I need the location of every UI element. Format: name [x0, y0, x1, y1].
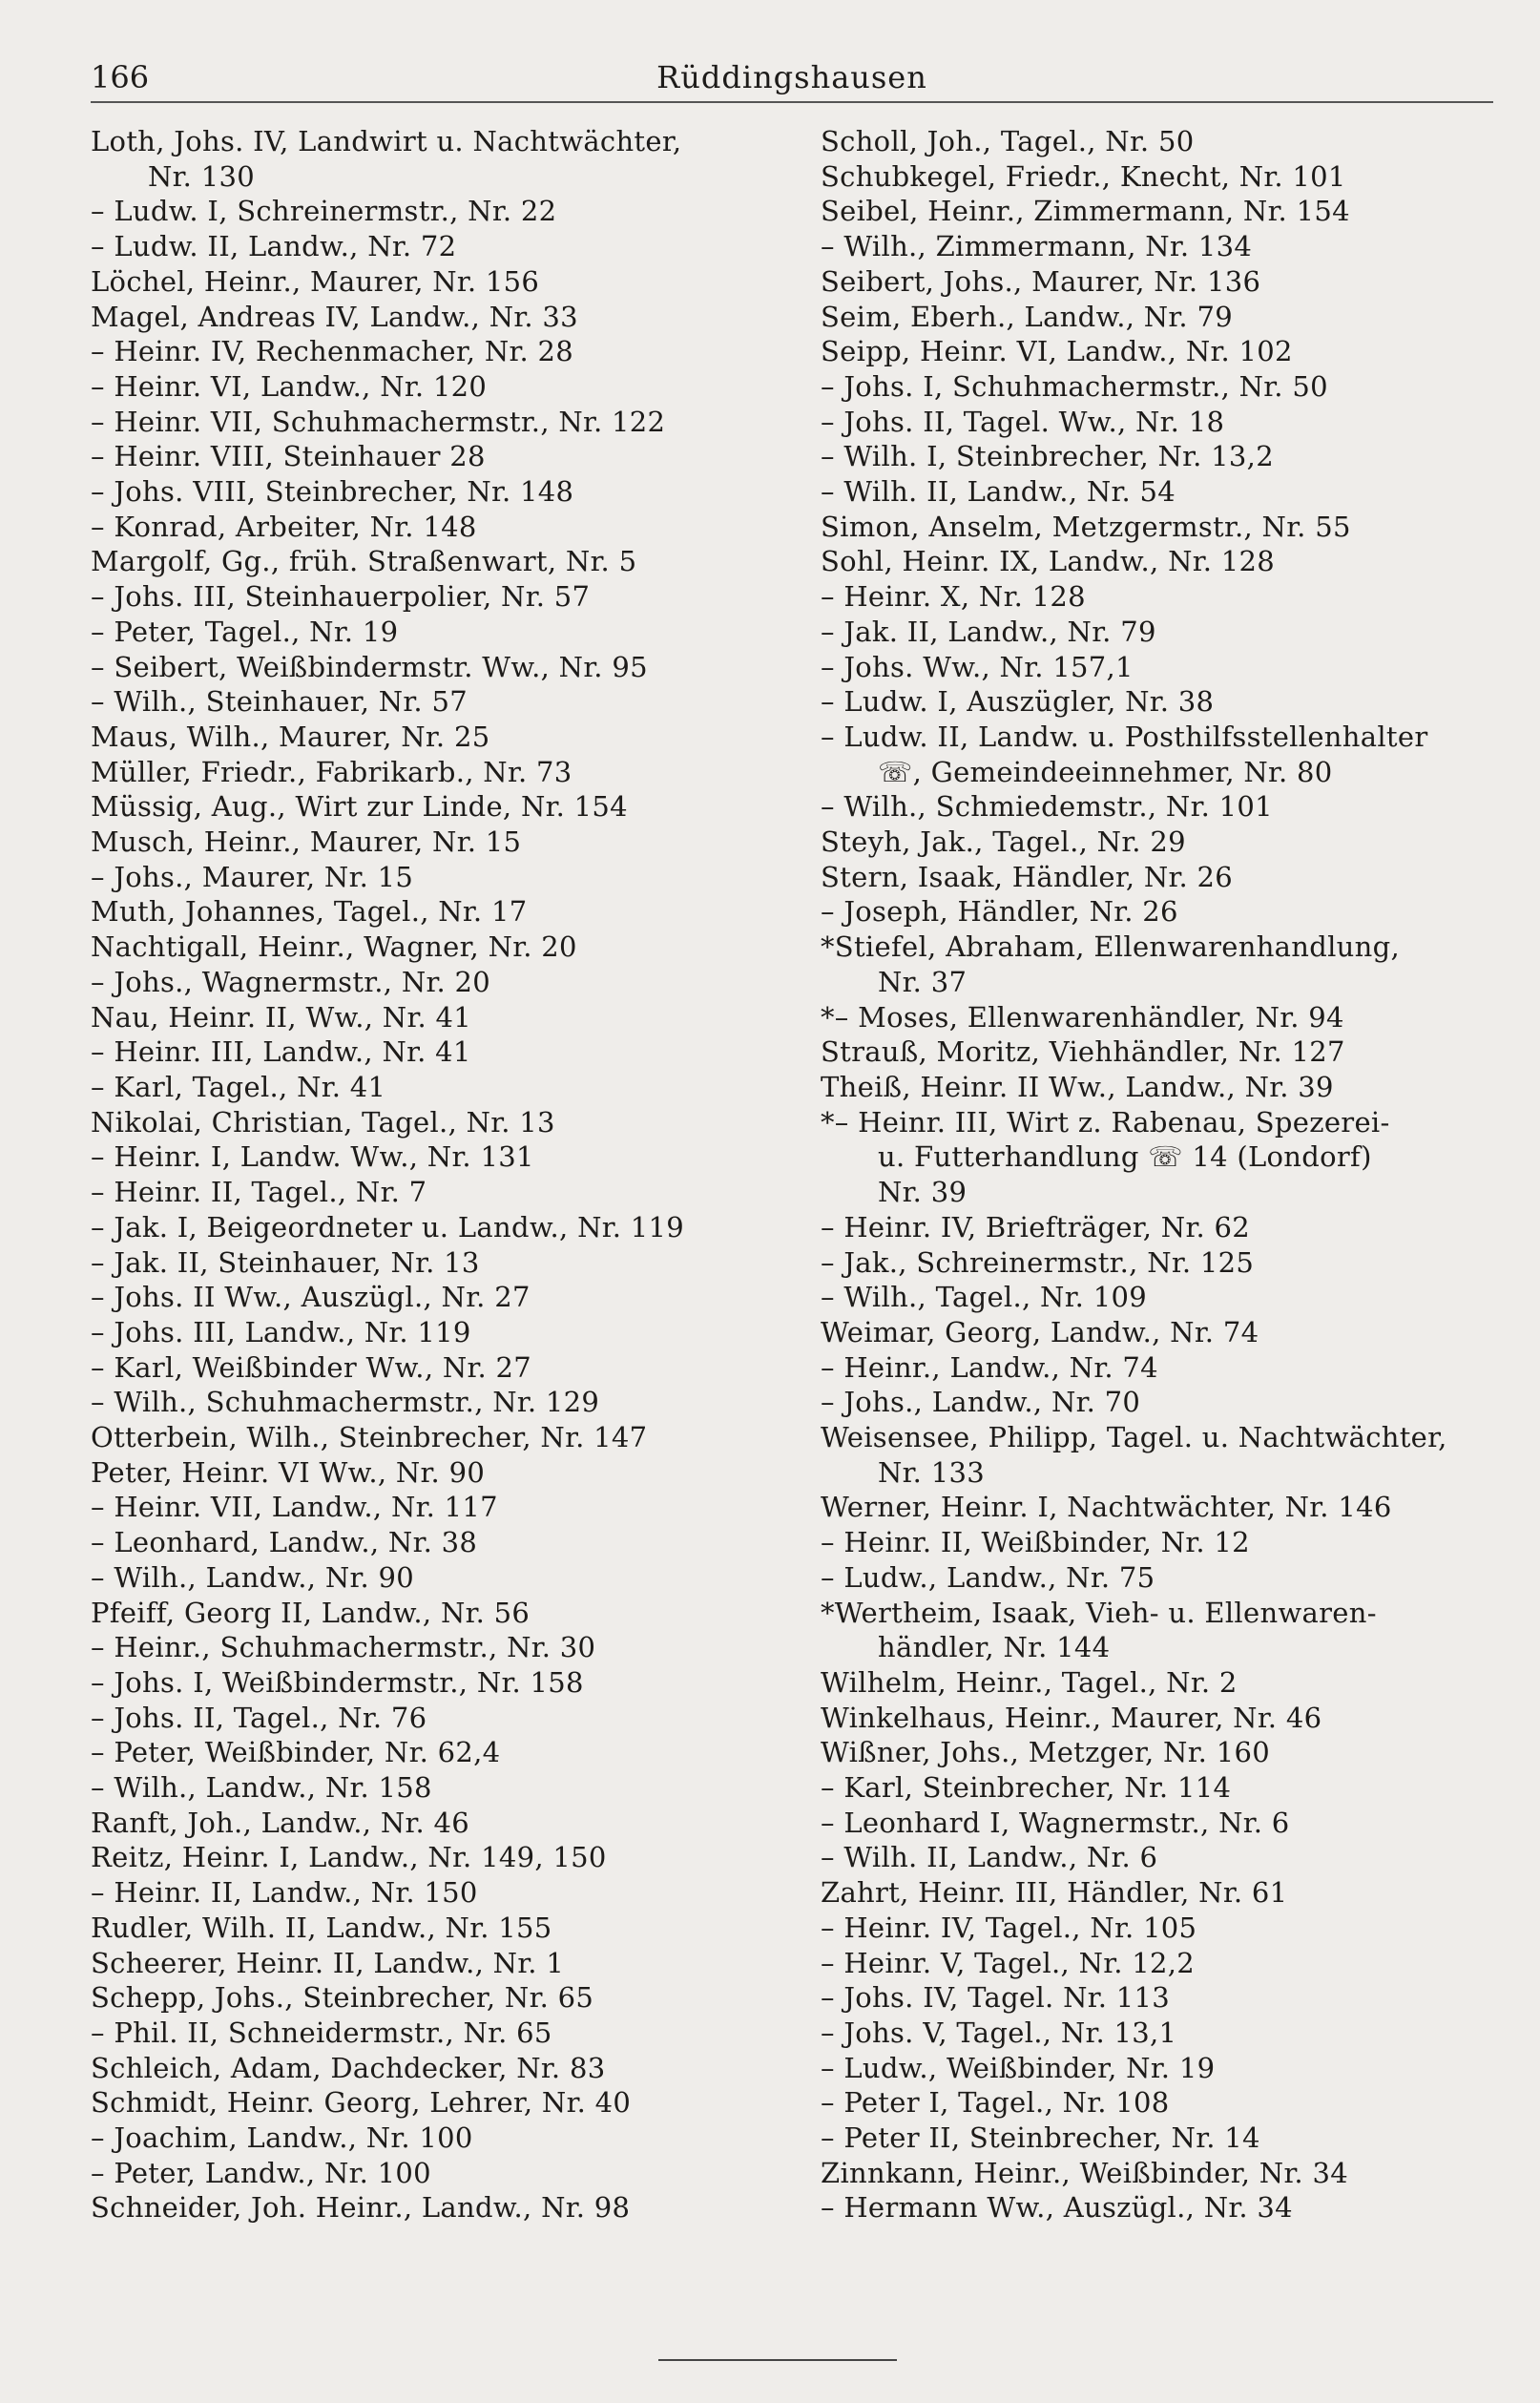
- directory-entry: – Heinr., Landw., Nr. 74: [821, 1350, 1158, 1384]
- directory-entry: Zahrt, Heinr. III, Händler, Nr. 61: [821, 1876, 1288, 1910]
- directory-entry: Margolf, Gg., früh. Straßenwart, Nr. 5: [91, 545, 637, 578]
- directory-entry: – Johs. II Ww., Auszügl., Nr. 27: [91, 1281, 531, 1314]
- directory-entry: – Johs., Maurer, Nr. 15: [91, 860, 414, 893]
- directory-entry: – Heinr. I, Landw. Ww., Nr. 131: [91, 1140, 534, 1174]
- directory-entry: Weimar, Georg, Landw., Nr. 74: [821, 1315, 1259, 1348]
- directory-entry: – Jak. II, Steinhauer, Nr. 13: [91, 1245, 480, 1279]
- directory-entry: Schneider, Joh. Heinr., Landw., Nr. 98: [91, 2191, 631, 2225]
- directory-entry: – Wilh., Landw., Nr. 158: [91, 1771, 432, 1805]
- directory-entry: Musch, Heinr., Maurer, Nr. 15: [91, 825, 522, 859]
- directory-entry: Wilhelm, Heinr., Tagel., Nr. 2: [821, 1665, 1238, 1699]
- directory-entry: – Phil. II, Schneidermstr., Nr. 65: [91, 2016, 552, 2049]
- directory-entry: *Wertheim, Isaak, Vieh- u. Ellenwaren-: [821, 1596, 1377, 1629]
- directory-entry: Schleich, Adam, Dachdecker, Nr. 83: [91, 2051, 606, 2084]
- directory-entry: – Karl, Weißbinder Ww., Nr. 27: [91, 1350, 532, 1384]
- directory-entry: – Heinr. II, Tagel., Nr. 7: [91, 1176, 427, 1209]
- directory-entry: Scheerer, Heinr. II, Landw., Nr. 1: [91, 1946, 565, 1979]
- running-title: Rüddingshausen: [656, 59, 927, 95]
- directory-entry: Loth, Johs. IV, Landwirt u. Nachtwächter,: [91, 125, 682, 157]
- directory-entry-continuation: u. Futterhandlung ☏ 14 (Londorf): [878, 1140, 1372, 1174]
- directory-entry: – Johs. II, Tagel. Ww., Nr. 18: [821, 405, 1225, 438]
- directory-entry: – Jak., Schreinermstr., Nr. 125: [821, 1245, 1255, 1279]
- directory-entry: – Peter, Weißbinder, Nr. 62,4: [91, 1736, 501, 1769]
- directory-entry-continuation: Nr. 133: [878, 1455, 985, 1489]
- directory-entry: – Ludw., Landw., Nr. 75: [821, 1560, 1155, 1594]
- right-column: [821, 124, 1503, 2225]
- directory-entry: – Johs. I, Schuhmachermstr., Nr. 50: [821, 369, 1328, 403]
- directory-entry: Seim, Eberh., Landw., Nr. 79: [821, 300, 1233, 333]
- directory-entry: – Karl, Tagel., Nr. 41: [91, 1070, 386, 1103]
- directory-entry: – Johs. V, Tagel., Nr. 13,1: [821, 2016, 1177, 2049]
- directory-entry: Muth, Johannes, Tagel., Nr. 17: [91, 895, 528, 929]
- directory-entry: – Wilh., Steinhauer, Nr. 57: [91, 685, 468, 719]
- page-header: [91, 59, 1493, 99]
- directory-entry: *– Moses, Ellenwarenhändler, Nr. 94: [821, 1000, 1344, 1034]
- header-divider: [91, 101, 1493, 103]
- directory-entry: Stern, Isaak, Händler, Nr. 26: [821, 860, 1234, 893]
- directory-entry: Wißner, Johs., Metzger, Nr. 160: [821, 1736, 1270, 1769]
- directory-entry: – Wilh. II, Landw., Nr. 6: [821, 1841, 1158, 1874]
- directory-entry: – Heinr. II, Landw., Nr. 150: [91, 1876, 478, 1910]
- directory-entry: – Heinr. X, Nr. 128: [821, 580, 1086, 614]
- directory-entry: Otterbein, Wilh., Steinbrecher, Nr. 147: [91, 1421, 648, 1454]
- directory-entry: – Heinr. V, Tagel., Nr. 12,2: [821, 1946, 1196, 1979]
- directory-entry: – Ludw., Weißbinder, Nr. 19: [821, 2051, 1216, 2084]
- directory-entry: Winkelhaus, Heinr., Maurer, Nr. 46: [821, 1701, 1322, 1734]
- directory-entry: – Johs., Wagnermstr., Nr. 20: [91, 965, 491, 998]
- directory-entry: Weisensee, Philipp, Tagel. u. Nachtwächter,: [821, 1421, 1447, 1454]
- directory-entry: Nikolai, Christian, Tagel., Nr. 13: [91, 1105, 555, 1139]
- directory-entry: Pfeiff, Georg II, Landw., Nr. 56: [91, 1596, 531, 1629]
- directory-entry: Scholl, Joh., Tagel., Nr. 50: [821, 125, 1195, 157]
- directory-entry: – Heinr. II, Weißbinder, Nr. 12: [821, 1526, 1250, 1559]
- directory-entry: – Ludw. I, Auszügler, Nr. 38: [821, 685, 1215, 719]
- directory-entry: Peter, Heinr. VI Ww., Nr. 90: [91, 1455, 486, 1489]
- directory-entry: – Peter, Landw., Nr. 100: [91, 2156, 431, 2189]
- directory-entry: – Joachim, Landw., Nr. 100: [91, 2121, 473, 2155]
- directory-entry: – Heinr. III, Landw., Nr. 41: [91, 1035, 471, 1069]
- directory-entry: – Johs. III, Steinhauerpolier, Nr. 57: [91, 580, 591, 614]
- directory-entry: Rudler, Wilh. II, Landw., Nr. 155: [91, 1911, 552, 1944]
- directory-entry: – Ludw. II, Landw., Nr. 72: [91, 230, 457, 263]
- directory-entry: – Wilh., Tagel., Nr. 109: [821, 1281, 1147, 1314]
- directory-entry-continuation: händler, Nr. 144: [878, 1631, 1111, 1664]
- directory-entry: – Heinr. IV, Rechenmacher, Nr. 28: [91, 335, 574, 368]
- directory-entry: Löchel, Heinr., Maurer, Nr. 156: [91, 264, 540, 298]
- directory-entry: Zinnkann, Heinr., Weißbinder, Nr. 34: [821, 2156, 1348, 2189]
- directory-entry: Nau, Heinr. II, Ww., Nr. 41: [91, 1000, 471, 1034]
- directory-entry: – Wilh. II, Landw., Nr. 54: [821, 475, 1176, 509]
- directory-entry: – Heinr. VII, Schuhmachermstr., Nr. 122: [91, 405, 666, 438]
- directory-entry: Steyh, Jak., Tagel., Nr. 29: [821, 825, 1186, 859]
- directory-entry: – Johs., Landw., Nr. 70: [821, 1386, 1141, 1419]
- directory-entry: – Jak. II, Landw., Nr. 79: [821, 615, 1156, 648]
- page-number: 166: [91, 59, 150, 95]
- directory-entry: – Konrad, Arbeiter, Nr. 148: [91, 510, 477, 543]
- directory-entry: – Johs. VIII, Steinbrecher, Nr. 148: [91, 475, 574, 509]
- left-column: [91, 124, 773, 2225]
- directory-entry: Nachtigall, Heinr., Wagner, Nr. 20: [91, 930, 577, 964]
- directory-entry: – Wilh., Landw., Nr. 90: [91, 1560, 415, 1594]
- directory-entry: Müller, Friedr., Fabrikarb., Nr. 73: [91, 755, 572, 788]
- directory-entry: – Johs. IV, Tagel. Nr. 113: [821, 1981, 1171, 2015]
- directory-entry-continuation: Nr. 130: [148, 159, 255, 193]
- directory-entry: – Hermann Ww., Auszügl., Nr. 34: [821, 2191, 1293, 2225]
- directory-entry: Seibert, Johs., Maurer, Nr. 136: [821, 264, 1261, 298]
- directory-entry: Magel, Andreas IV, Landw., Nr. 33: [91, 300, 578, 333]
- directory-entry: Reitz, Heinr. I, Landw., Nr. 149, 150: [91, 1841, 607, 1874]
- directory-entry: Schubkegel, Friedr., Knecht, Nr. 101: [821, 159, 1346, 193]
- directory-entry: – Leonhard I, Wagnermstr., Nr. 6: [821, 1806, 1290, 1839]
- directory-entry: – Wilh., Zimmermann, Nr. 134: [821, 230, 1253, 263]
- directory-entry: – Ludw. I, Schreinermstr., Nr. 22: [91, 195, 557, 228]
- directory-entry: Strauß, Moritz, Viehhändler, Nr. 127: [821, 1035, 1345, 1069]
- directory-entry: Werner, Heinr. I, Nachtwächter, Nr. 146: [821, 1491, 1392, 1524]
- directory-entry: – Heinr. VIII, Steinhauer 28: [91, 440, 486, 473]
- directory-entry: – Jak. I, Beigeordneter u. Landw., Nr. 119: [91, 1210, 685, 1243]
- directory-entry: – Heinr. VI, Landw., Nr. 120: [91, 369, 488, 403]
- directory-entry: – Peter II, Steinbrecher, Nr. 14: [821, 2121, 1260, 2155]
- directory-entry: – Peter, Tagel., Nr. 19: [91, 615, 399, 648]
- directory-entry: – Johs. I, Weißbindermstr., Nr. 158: [91, 1665, 584, 1699]
- directory-entry: Müssig, Aug., Wirt zur Linde, Nr. 154: [91, 790, 628, 824]
- directory-entry: – Johs. II, Tagel., Nr. 76: [91, 1701, 427, 1734]
- directory-entry: Seipp, Heinr. VI, Landw., Nr. 102: [821, 335, 1293, 368]
- directory-entry: Maus, Wilh., Maurer, Nr. 25: [91, 720, 490, 753]
- directory-entry: – Heinr. VII, Landw., Nr. 117: [91, 1491, 498, 1524]
- directory-entry: – Joseph, Händler, Nr. 26: [821, 895, 1178, 929]
- directory-entry: – Karl, Steinbrecher, Nr. 114: [821, 1771, 1232, 1805]
- directory-entry: – Johs. III, Landw., Nr. 119: [91, 1315, 471, 1348]
- directory-entry: – Wilh., Schmiedemstr., Nr. 101: [821, 790, 1273, 824]
- footer-divider: [658, 2359, 897, 2361]
- directory-entry: *– Heinr. III, Wirt z. Rabenau, Spezerei-: [821, 1105, 1390, 1139]
- directory-entry: – Heinr. IV, Briefträger, Nr. 62: [821, 1210, 1250, 1243]
- directory-entry: Simon, Anselm, Metzgermstr., Nr. 55: [821, 510, 1351, 543]
- directory-entry: – Ludw. II, Landw. u. Posthilfsstellenhalter: [821, 720, 1428, 753]
- directory-entry: Theiß, Heinr. II Ww., Landw., Nr. 39: [821, 1070, 1334, 1103]
- directory-entry-continuation: Nr. 39: [878, 1176, 968, 1209]
- directory-entry: – Wilh. I, Steinbrecher, Nr. 13,2: [821, 440, 1274, 473]
- directory-entry: Schmidt, Heinr. Georg, Lehrer, Nr. 40: [91, 2086, 632, 2120]
- directory-entry: – Wilh., Schuhmachermstr., Nr. 129: [91, 1386, 600, 1419]
- directory-entry: Seibel, Heinr., Zimmermann, Nr. 154: [821, 195, 1350, 228]
- directory-entry: – Johs. Ww., Nr. 157,1: [821, 650, 1134, 683]
- directory-entry: Schepp, Johs., Steinbrecher, Nr. 65: [91, 1981, 594, 2015]
- directory-entry: Sohl, Heinr. IX, Landw., Nr. 128: [821, 545, 1276, 578]
- directory-entry: – Leonhard, Landw., Nr. 38: [91, 1526, 478, 1559]
- directory-entry: – Heinr., Schuhmachermstr., Nr. 30: [91, 1631, 596, 1664]
- directory-entry: – Heinr. IV, Tagel., Nr. 105: [821, 1911, 1197, 1944]
- directory-entry: – Seibert, Weißbindermstr. Ww., Nr. 95: [91, 650, 648, 683]
- directory-entry: – Peter I, Tagel., Nr. 108: [821, 2086, 1170, 2120]
- directory-entry-continuation: Nr. 37: [878, 965, 968, 998]
- directory-entry: Ranft, Joh., Landw., Nr. 46: [91, 1806, 470, 1839]
- directory-entry: *Stiefel, Abraham, Ellenwarenhandlung,: [821, 930, 1401, 964]
- directory-entry-continuation: ☏, Gemeindeeinnehmer, Nr. 80: [878, 755, 1333, 788]
